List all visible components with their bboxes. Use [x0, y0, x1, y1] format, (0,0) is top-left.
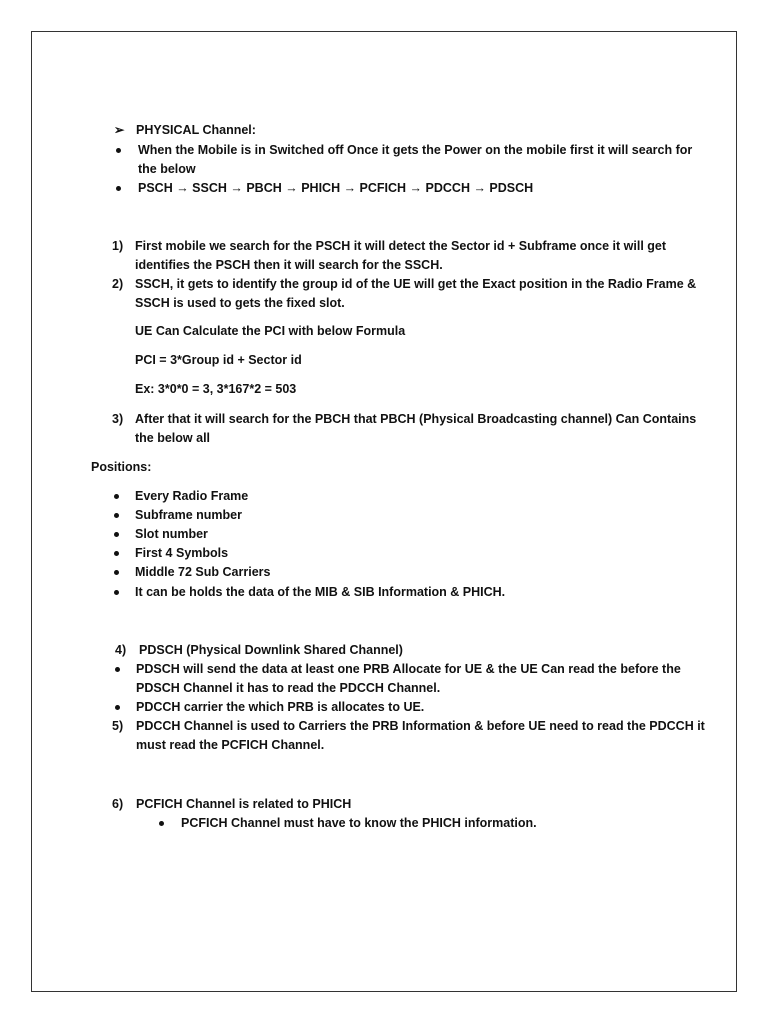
step-text: SSCH, it gets to identify the group id of the UE will get the Exact position in the Radio Frame & [135, 277, 697, 291]
bullet-text: PCFICH Channel must have to know the PHICH information. [181, 816, 537, 830]
bullet-icon [114, 590, 119, 595]
arrow-bullet-icon: ➢ [114, 123, 125, 137]
channel-sequence: PSCH → SSCH → PBCH → PHICH → PCFICH → PDCCH → PDSCH [138, 181, 534, 195]
step-text: identifies the PSCH then it will search for the SSCH. [135, 258, 443, 272]
bullet-text: When the Mobile is in Switched off Once it gets the Power on the mobile first it will search for [138, 143, 693, 157]
step-number: 5) [112, 719, 124, 733]
step-text: the below all [135, 431, 211, 445]
step-text: First mobile we search for the PSCH it will detect the Sector id + Subframe once it will get [135, 239, 667, 253]
step-text: PDCCH Channel is used to Carriers the PRB Information & before UE need to read the PDCCH it [136, 719, 705, 733]
bullet-icon [114, 570, 119, 575]
step-number: 3) [112, 412, 124, 426]
section-heading: PHYSICAL Channel: [136, 123, 256, 137]
bullet-text: PDSCH Channel it has to read the PDCCH Channel. [136, 681, 441, 695]
step-number: 1) [112, 239, 124, 253]
list-item: Subframe number [135, 508, 242, 522]
bullet-text: the below [138, 162, 196, 176]
bullet-icon [114, 513, 119, 518]
list-item: It can be holds the data of the MIB & SIB Information & PHICH. [135, 585, 506, 599]
positions-label: Positions: [91, 460, 152, 474]
bullet-icon [116, 148, 121, 153]
bullet-icon [159, 821, 164, 826]
step-number: 2) [112, 277, 124, 291]
list-item: Slot number [135, 527, 208, 541]
step-number: 6) [112, 797, 124, 811]
bullet-icon [115, 705, 120, 710]
step-text: After that it will search for the PBCH that PBCH (Physical Broadcasting channel) Can Contains [135, 412, 697, 426]
step-title: PDSCH (Physical Downlink Shared Channel) [139, 643, 403, 657]
bullet-icon [114, 494, 119, 499]
step-number: 4) [115, 643, 127, 657]
bullet-icon [116, 186, 121, 191]
list-item: First 4 Symbols [135, 546, 229, 560]
list-item: Middle 72 Sub Carriers [135, 565, 271, 579]
bullet-text: PDSCH will send the data at least one PRB Allocate for UE & the UE Can read the before the [136, 662, 681, 676]
bullet-icon [114, 551, 119, 556]
step-title: PCFICH Channel is related to PHICH [136, 797, 352, 811]
formula-intro: UE Can Calculate the PCI with below Formula [135, 324, 406, 338]
step-text: must read the PCFICH Channel. [136, 738, 325, 752]
bullet-icon [114, 532, 119, 537]
bullet-text: PDCCH carrier the which PRB is allocates to UE. [136, 700, 425, 714]
bullet-icon [115, 667, 120, 672]
list-item: Every Radio Frame [135, 489, 249, 503]
step-text: SSCH is used to gets the fixed slot. [135, 296, 345, 310]
formula-example: Ex: 3*0*0 = 3, 3*167*2 = 503 [135, 382, 297, 396]
formula: PCI = 3*Group id + Sector id [135, 353, 302, 367]
